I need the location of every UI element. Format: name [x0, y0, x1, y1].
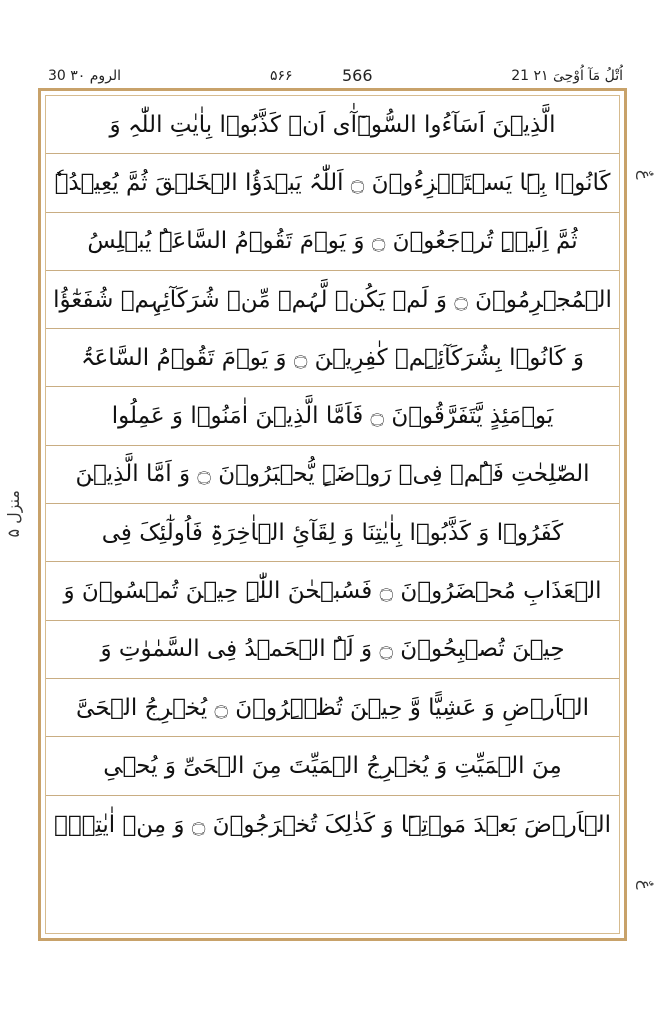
surah-name: 30 الروم ۳۰: [48, 68, 122, 84]
verse-line: الصّٰلِحٰتِ فَہُمۡ فِیۡ رَوۡضَۃٍ یُّحۡبَرُوۡنَ ۝ وَ اَمَّا الَّذِیۡنَ: [46, 446, 619, 504]
verse-line: وَ کَانُوۡا بِشُرَکَآئِہِمۡ کٰفِرِیۡنَ ۝ وَ یَوۡمَ تَقُوۡمُ السَّاعَۃُ: [46, 329, 619, 387]
manzil-mark: منزل ۵: [4, 490, 23, 538]
verse-line: الَّذِیۡنَ اَسَآءُوا السُّوۡٓآٰی اَنۡ کَذَّبُوۡا بِاٰیٰتِ اللّٰہِ وَ: [46, 96, 619, 154]
page-frame: [38, 88, 627, 941]
page-number: 566: [342, 66, 373, 85]
verse-line: الۡاَرۡضَ بَعۡدَ مَوۡتِہَا وَ کَذٰلِکَ تُخۡرَجُوۡنَ ۝ وَ مِنۡ اٰیٰتِہٖۤ: [54, 811, 611, 838]
page-number-urdu: ۵۶۶: [270, 68, 293, 84]
verse-line: ثُمَّ اِلَیۡہِ تُرۡجَعُوۡنَ ۝ وَ یَوۡمَ تَقُوۡمُ السَّاعَۃُ یُبۡلِسُ: [46, 213, 619, 271]
para-name: 21 اُتْلُ مَآ اُوْحِیَ ۲۱: [511, 68, 623, 84]
ruku-mark-bottom: عٌ: [636, 880, 655, 890]
verse-line: الۡاَرۡضِ وَ عَشِیًّا وَّ حِیۡنَ تُظۡہِرُوۡنَ ۝ یُخۡرِجُ الۡحَیَّ: [46, 679, 619, 737]
page-header: [42, 66, 627, 86]
verse-line: مِنَ الۡمَیِّتِ وَ یُخۡرِجُ الۡمَیِّتَ مِنَ الۡحَیِّ وَ یُحۡیِ: [46, 737, 619, 795]
verse-line: حِیۡنَ تُصۡبِحُوۡنَ ۝ وَ لَہُ الۡحَمۡدُ فِی السَّمٰوٰتِ وَ: [46, 621, 619, 679]
verse-line: یَوۡمَئِذٍ یَّتَفَرَّقُوۡنَ ۝ فَاَمَّا الَّذِیۡنَ اٰمَنُوۡا وَ عَمِلُوا: [46, 387, 619, 445]
verse-line: الۡمُجۡرِمُوۡنَ ۝ وَ لَمۡ یَکُنۡ لَّہُمۡ مِّنۡ شُرَکَآئِہِمۡ شُفَعٰٓؤُا: [46, 271, 619, 329]
ruku-mark-top: عٌ: [636, 170, 655, 180]
text-area: [45, 95, 620, 934]
verse-line: الۡعَذَابِ مُحۡضَرُوۡنَ ۝ فَسُبۡحٰنَ اللّٰہِ حِیۡنَ تُمۡسُوۡنَ وَ: [46, 562, 619, 620]
verse-line: کَفَرُوۡا وَ کَذَّبُوۡا بِاٰیٰتِنَا وَ لِقَآیِٔ الۡاٰخِرَۃِ فَاُولٰٓئِکَ فِی: [46, 504, 619, 562]
verse-line: کَانُوۡا بِہَا یَسۡتَہۡزِءُوۡنَ ۝ اَللّٰہُ یَبۡدَؤُا الۡخَلۡقَ ثُمَّ یُعِیۡدُہٗ: [46, 154, 619, 212]
